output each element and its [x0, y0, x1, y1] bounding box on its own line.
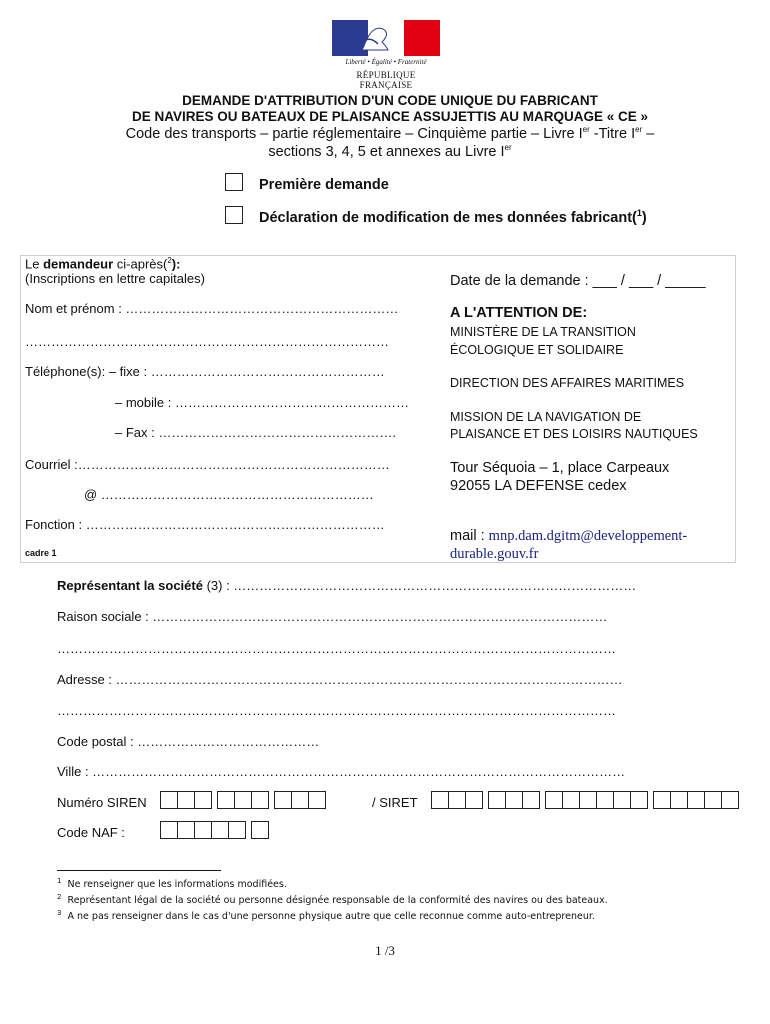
doc-subtitle-line4: sections 3, 4, 5 et annexes au Livre Ier	[268, 143, 512, 160]
page-number: 1 /3	[375, 943, 395, 958]
adresse-field-line2[interactable]: …………………………………………………………………………………………………………………	[57, 703, 616, 718]
republic-motto: Liberté • Égalité • Fraternité	[345, 58, 427, 66]
raison-sociale-field[interactable]: Raison sociale : ……………………………………………………………………………………………	[57, 609, 608, 624]
nom-prenom-field[interactable]: Nom et prénom : ………………………………………………………	[25, 301, 399, 316]
siret-input[interactable]	[431, 791, 738, 809]
cadre-label: cadre 1	[25, 548, 57, 558]
raison-sociale-field-line2[interactable]: …………………………………………………………………………………………………………………	[57, 641, 616, 656]
naf-label: Code NAF :	[57, 825, 125, 840]
courriel-field[interactable]: Courriel :………………………………………………………………	[25, 457, 390, 472]
date-demande-field[interactable]: Date de la demande : ___ / ___ / _____	[450, 273, 706, 289]
address-line2: 92055 LA DEFENSE cedex	[450, 478, 627, 494]
premiere-demande-checkbox[interactable]	[225, 173, 243, 191]
ministere-line1: MINISTÈRE DE LA TRANSITION	[450, 325, 636, 339]
address-line1: Tour Séquoia – 1, place Carpeaux	[450, 460, 670, 476]
mail-link[interactable]: mnp.dam.dgitm@developpement-	[488, 528, 688, 544]
siren-label: Numéro SIREN	[57, 795, 147, 810]
mail-line1: mail : mnp.dam.dgitm@developpement-	[450, 528, 688, 544]
modification-checkbox[interactable]	[225, 206, 243, 224]
naf-input[interactable]	[160, 821, 268, 839]
fonction-field[interactable]: Fonction : ……………………………………………………………	[25, 517, 385, 532]
republic-name: RÉPUBLIQUE FRANÇAISE	[356, 70, 416, 90]
direction-line: DIRECTION DES AFFAIRES MARITIMES	[450, 376, 685, 390]
doc-title-line1: DEMANDE D'ATTRIBUTION D'UN CODE UNIQUE DU FABRICANT	[182, 93, 598, 108]
doc-title-line2: DE NAVIRES OU BATEAUX DE PLAISANCE ASSUJETTIS AU MARQUAGE « CE »	[131, 109, 649, 124]
telephone-fixe-field[interactable]: Téléphone(s): – fixe : ………………………………………………	[25, 364, 385, 379]
marianne-flag-icon	[332, 20, 440, 56]
siren-input[interactable]	[160, 791, 325, 809]
footnote-3: $^3$ A ne pas renseigner dans le cas d'une personne physique autre que celle reconnue comme auto-entrepreneur.	[57, 909, 595, 923]
inscriptions-note: (Inscriptions en lettre capitales)	[25, 271, 205, 286]
demandeur-label: Le demandeur ci-après($^2$):	[25, 256, 181, 272]
mail-link-line2[interactable]: durable.gouv.fr	[450, 546, 539, 562]
telephone-mobile-field[interactable]: – mobile : ………………………………………………	[115, 395, 409, 410]
premiere-demande-label: Première demande	[259, 177, 389, 193]
footnote-2: $^2$ Représentant légal de la société ou personne désignée responsable de la conformité des navires ou des bateaux.	[57, 893, 608, 907]
code-postal-field[interactable]: Code postal : ……………………………………	[57, 734, 320, 749]
ministere-line2: ÉCOLOGIQUE ET SOLIDAIRE	[450, 343, 624, 357]
mission-line2: PLAISANCE ET DES LOISIRS NAUTIQUES	[450, 427, 698, 441]
courriel-domain-field[interactable]: @ ………………………………………………………	[84, 487, 374, 502]
republique-logo	[330, 20, 442, 90]
footnote-divider	[57, 870, 221, 871]
siret-label: / SIRET	[372, 795, 418, 810]
fax-field[interactable]: – Fax : ……………………………………………….	[115, 425, 396, 440]
doc-subtitle-line3: Code des transports – partie réglementaire – Cinquième partie – Livre Ier -Titre Ier –	[125, 125, 655, 142]
representant-field[interactable]: Représentant la société (3) : …………………………………………………………………………………	[57, 578, 637, 593]
ville-field[interactable]: Ville : ……………………………………………………………………………………………………………	[57, 764, 626, 779]
nom-prenom-field-line2[interactable]: …………………………………………………………………………	[25, 334, 389, 349]
modification-label: Déclaration de modification de mes données fabricant($^1$)	[259, 208, 647, 226]
mission-line1: MISSION DE LA NAVIGATION DE	[450, 410, 642, 424]
footnote-1: $^1$ Ne renseigner que les informations modifiées.	[57, 877, 287, 891]
attention-heading: A L'ATTENTION DE:	[450, 305, 588, 321]
adresse-field[interactable]: Adresse : ………………………………………………………………………………………………………	[57, 672, 623, 687]
